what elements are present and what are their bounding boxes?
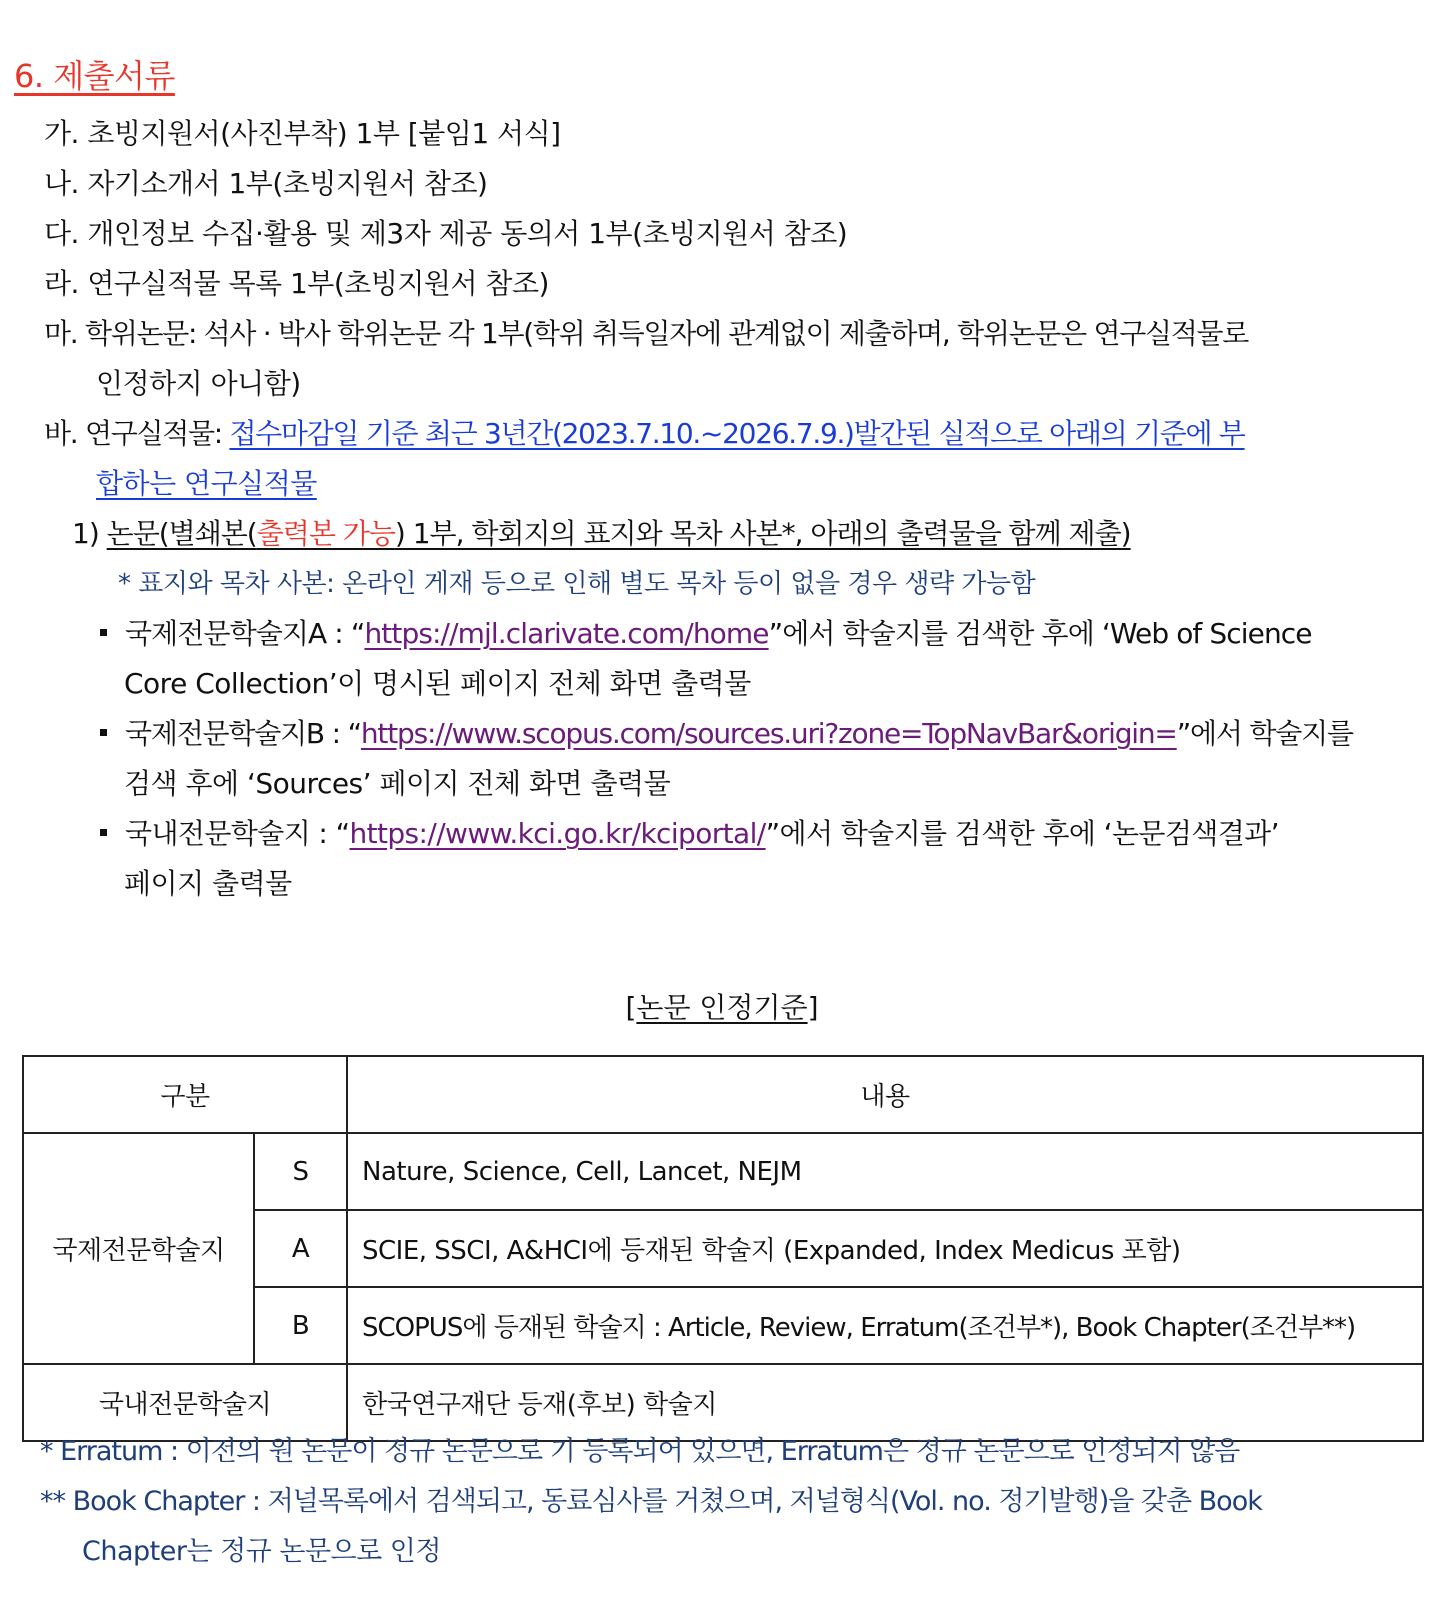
section-title: 6. 제출서류 (14, 57, 175, 95)
bullet-b-after: ”에서 학술지를 (1176, 717, 1353, 750)
header-category: 구분 (23, 1056, 347, 1133)
grade-cell: S (254, 1133, 347, 1210)
bullet-a-after: ”에서 학술지를 검색한 후에 ‘Web of Science (768, 617, 1312, 650)
sub-item-1-num: 1) (72, 517, 107, 550)
sub-item-1 (72, 514, 1131, 554)
note-cover: * 표지와 목차 사본: 온라인 게재 등으로 인해 별도 목차 등이 없을 경우 생략 가능함 (118, 569, 1036, 599)
caption-bracket-open: [ (625, 991, 637, 1024)
content-cell: SCOPUS에 등재된 학술지 : Article, Review, Erratum(조건부*), Book Chapter(조건부**) (347, 1287, 1423, 1364)
intl-journal-label: 국제전문학술지 (23, 1133, 254, 1364)
footnote-book-chapter (40, 1482, 1262, 1522)
content-cell: Nature, Science, Cell, Lancet, NEJM (347, 1133, 1423, 1210)
grade-cell: B (254, 1287, 347, 1364)
sub-item-1-red: 출력본 가능 (256, 517, 395, 550)
bullet-square-icon (100, 829, 107, 836)
bullet-square-icon (100, 729, 107, 736)
domestic-journal-label: 국내전문학술지 (23, 1364, 347, 1441)
item-ma-line2: 인정하지 아니함) (96, 367, 301, 400)
item-da: 다. 개인정보 수집·활용 및 제3자 제공 동의서 1부(초빙지원서 참조) (44, 217, 848, 250)
grade-cell: A (254, 1210, 347, 1287)
bullet-b-line2: 검색 후에 ‘Sources’ 페이지 전체 화면 출력물 (124, 767, 671, 800)
bullet-kci-before: 국내전문학술지 : “ (125, 817, 350, 850)
content-cell: 한국연구재단 등재(후보) 학술지 (347, 1364, 1423, 1441)
item-ba-highlight-cont: 합하는 연구실적물 (96, 467, 317, 500)
bullet-kci-line2: 페이지 출력물 (124, 867, 292, 900)
item-ra: 라. 연구실적물 목록 1부(초빙지원서 참조) (44, 267, 549, 300)
bullet-kci-after: ”에서 학술지를 검색한 후에 ‘논문검색결과’ (765, 817, 1279, 850)
item-ma-line1: 마. 학위논문: 석사 · 박사 학위논문 각 1부(학위 취득일자에 관계없이 제출하며, 학위논문은 연구실적물로 (44, 317, 1248, 350)
bullet-kci-line1 (100, 814, 1279, 854)
sub-item-1-part2: ) 1부, 학회지의 표지와 목차 사본*, 아래의 출력물을 함께 제출) (394, 517, 1131, 550)
link-scopus[interactable]: https://www.scopus.com/sources.uri?zone=TopNavBar&origin= (360, 717, 1177, 750)
footnote-book-chapter-line2: Chapter는 정규 논문으로 인정 (82, 1536, 441, 1567)
footnote-text: Book Chapter : 저널목록에서 검색되고, 동료심사를 거쳤으며, 저널형식(Vol. no. 정기발행)을 갖춘 Book (72, 1486, 1262, 1517)
sub-item-1-part1: 논문(별쇄본( (106, 517, 257, 550)
table-caption (0, 988, 1444, 1028)
link-kci[interactable]: https://www.kci.go.kr/kciportal/ (349, 817, 766, 850)
criteria-table (22, 1055, 1424, 1442)
bullet-square-icon (100, 629, 107, 636)
footnote-mark: ** (40, 1486, 65, 1517)
item-ba-prefix: 바. 연구실적물: (44, 417, 230, 450)
table-header-row (23, 1056, 1423, 1133)
bullet-a-line1 (100, 614, 1312, 654)
sub-item-1-text (107, 517, 1131, 550)
content-cell: SCIE, SSCI, A&HCI에 등재된 학술지 (Expanded, Index Medicus 포함) (347, 1210, 1423, 1287)
footnote-erratum (40, 1432, 1239, 1472)
bullet-b-before: 국제전문학술지B : “ (125, 717, 361, 750)
item-ba-highlight: 접수마감일 기준 최근 3년간(2023.7.10.~2026.7.9.)발간된 실적으로 아래의 기준에 부 (229, 417, 1245, 450)
bullet-b-line1 (100, 714, 1353, 754)
link-clarivate[interactable]: https://mjl.clarivate.com/home (364, 617, 769, 650)
header-content: 내용 (347, 1056, 1423, 1133)
caption-bracket-close: ] (807, 991, 819, 1024)
footnote-text: Erratum : 이전의 원 논문이 정규 논문으로 기 등록되어 있으면, Erratum은 정규 논문으로 인정되지 않음 (60, 1436, 1240, 1467)
bullet-a-before: 국제전문학술지A : “ (125, 617, 365, 650)
table-row (23, 1133, 1423, 1210)
footnote-mark: * (40, 1436, 53, 1467)
caption-text: 논문 인정기준 (636, 991, 808, 1024)
item-na: 나. 자기소개서 1부(초빙지원서 참조) (44, 167, 488, 200)
item-ba-line1 (44, 414, 1245, 454)
table-row (23, 1364, 1423, 1441)
item-ba-line2 (96, 464, 317, 504)
item-ga: 가. 초빙지원서(사진부착) 1부 [붙임1 서식] (44, 117, 561, 150)
bullet-a-line2: Core Collection’이 명시된 페이지 전체 화면 출력물 (124, 667, 751, 700)
